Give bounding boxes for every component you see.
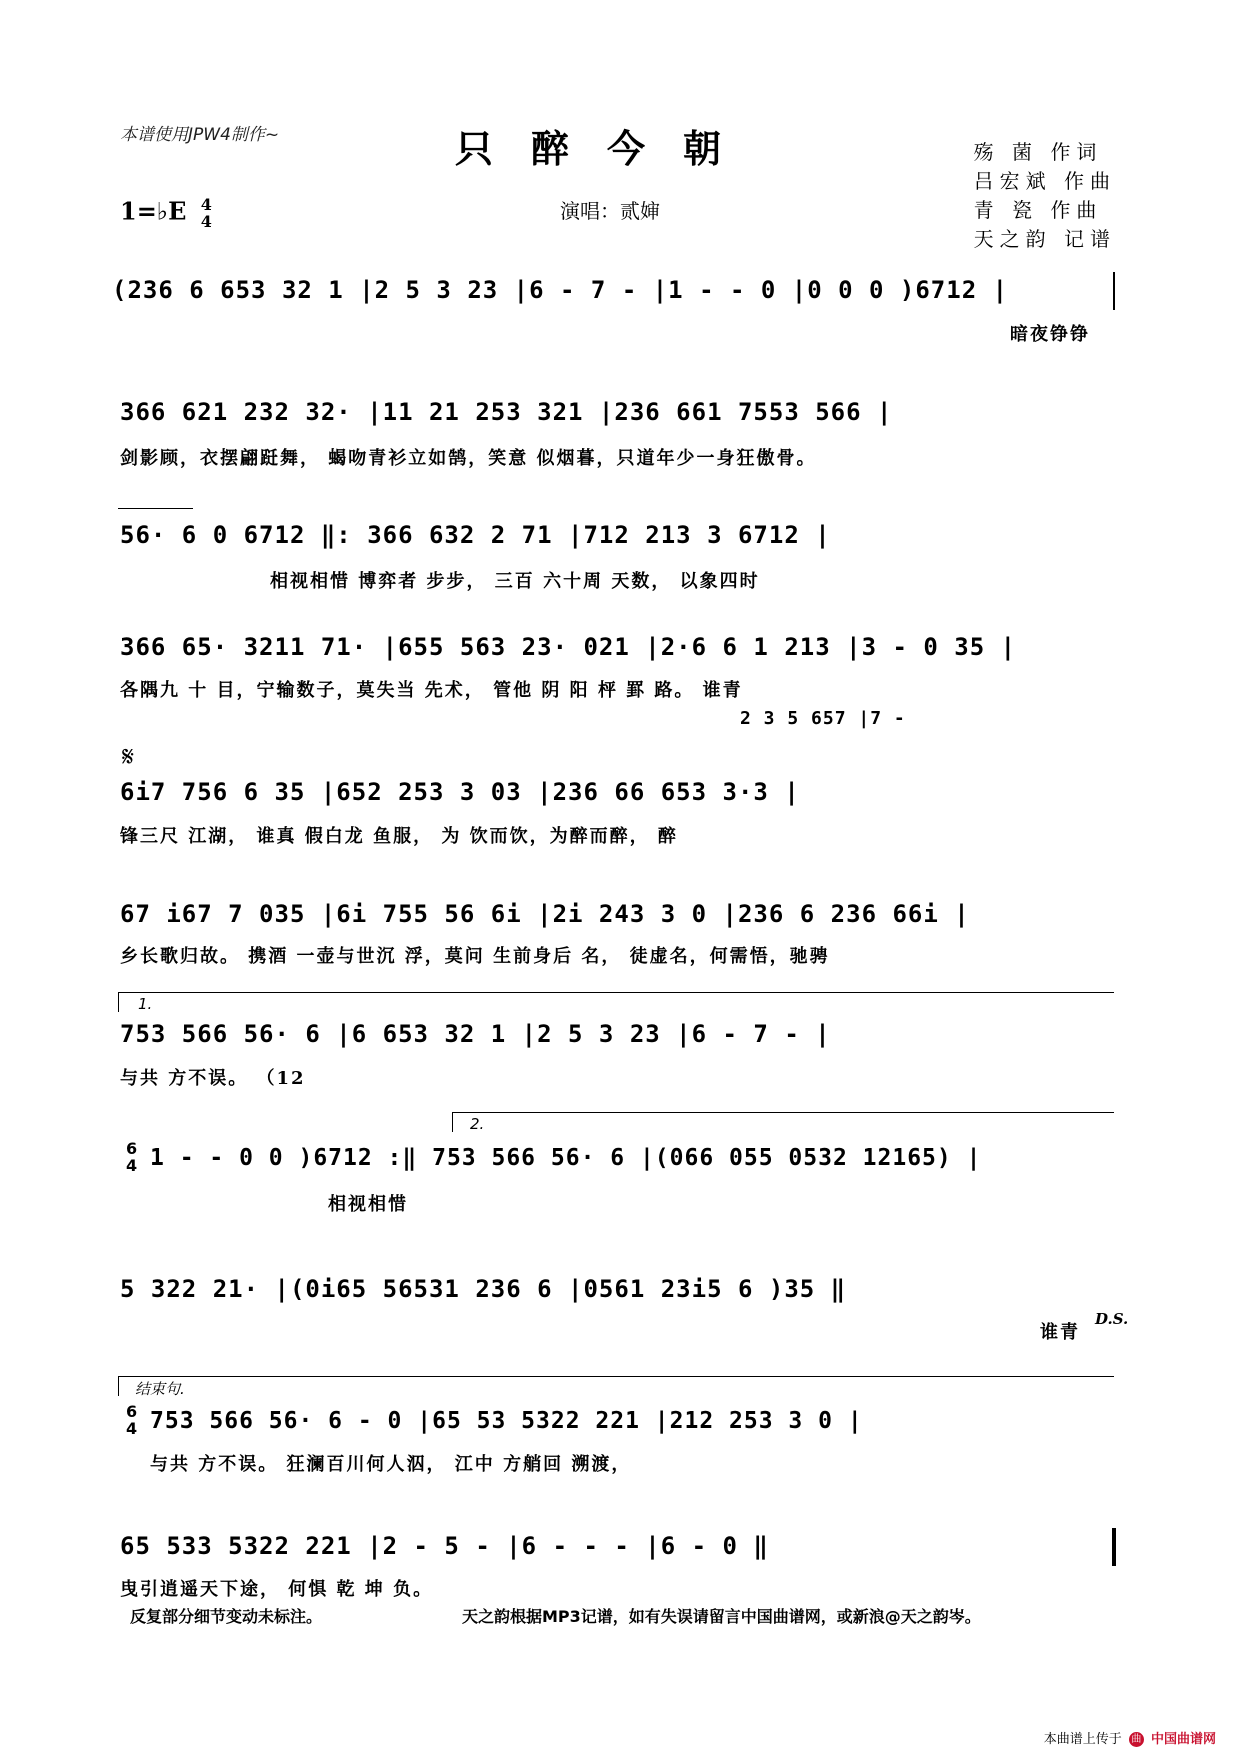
coda-time-signature bbox=[126, 1403, 137, 1437]
score-line-10: 753 566 56· 6 - 0 |65 53 5322 221 |212 253 3 0 | bbox=[150, 1408, 863, 1434]
key-signature bbox=[120, 196, 212, 230]
coda-bracket bbox=[118, 1376, 1114, 1377]
score-line-7: 753 566 56· 6 |6 653 32 1 |2 5 3 23 |6 - 7 - | bbox=[120, 1020, 831, 1048]
score-line-1: (236 6 653 32 1 |2 5 3 23 |6 - 7 - |1 - - 0 |0 0 0 )6712 | bbox=[112, 276, 1009, 304]
time-bottom: 4 bbox=[200, 212, 212, 231]
score-line-9: 5 322 21· |(0i65 56531 236 6 |0561 23i5 6 )35 ‖ bbox=[120, 1275, 847, 1303]
time-top: 4 bbox=[200, 195, 212, 214]
singer-label: 演唱：贰婶 bbox=[560, 199, 660, 223]
time-signature bbox=[201, 196, 212, 230]
lyric-line-5: 锋三尺 江湖， 谁真 假白龙 鱼服， 为 饮而饮，为醉而醉， 醉 bbox=[120, 826, 678, 847]
site-name[interactable]: 中国曲谱网 bbox=[1150, 1732, 1216, 1747]
lyric-line-11: 曳引逍遥天下途， 何惧 乾 坤 负。 bbox=[120, 1579, 434, 1600]
site-logo-icon: 曲 bbox=[1129, 1732, 1144, 1747]
time-bottom: 4 bbox=[126, 1156, 138, 1175]
lyric-line-2: 剑影顾，衣摆翩跹舞， 蝎吻青衫立如鹄，笑意 似烟暮，只道年少一身狂傲骨。 bbox=[120, 448, 817, 469]
key-text: 1=♭E bbox=[120, 196, 187, 226]
time-top: 6 bbox=[126, 1402, 138, 1421]
author-line: 殇 菌 作词 bbox=[973, 140, 1103, 164]
author-line: 吕宏斌 作曲 bbox=[973, 169, 1116, 193]
score-line-8: 1 - - 0 0 )6712 :‖ 753 566 56· 6 |(066 055 0532 12165) | bbox=[150, 1145, 982, 1171]
page-title: 只醉今朝 bbox=[455, 126, 760, 171]
author-line: 青 瓷 作曲 bbox=[973, 198, 1103, 222]
lyric-line-3: 相视相惜 博弈者 步步， 三百 六十周 天数， 以象四时 bbox=[270, 571, 760, 592]
credit-note: 本谱使用JPW4制作~ bbox=[120, 125, 280, 145]
time-signature-6-4 bbox=[126, 1140, 137, 1174]
slur bbox=[118, 508, 193, 509]
author-line: 天之韵 记谱 bbox=[973, 227, 1116, 251]
ending-2-bracket bbox=[452, 1112, 1114, 1113]
ending-1-label: 1. bbox=[138, 995, 153, 1013]
score-line-4: 366 65· 3211 71· |655 563 23· 021 |2·6 6 1 213 |3 - 0 35 | bbox=[120, 633, 1017, 661]
harmony-line: 2 3 5 657 |7 - bbox=[740, 708, 906, 729]
upload-tag bbox=[1044, 1728, 1216, 1747]
coda-label: 结束句. bbox=[135, 1380, 185, 1398]
score-line-5: 6i7 756 6 35 |652 253 3 03 |236 66 653 3·3 | bbox=[120, 778, 800, 806]
lyric-line-9: 谁青 bbox=[1040, 1322, 1080, 1343]
coda-bracket-left bbox=[118, 1376, 119, 1396]
score-line-6: 67 i67 7 035 |6i 755 56 6i |2i 243 3 0 |236 6 236 66i | bbox=[120, 900, 970, 928]
author-credits bbox=[974, 138, 1116, 254]
ending-1-bracket-left bbox=[118, 992, 119, 1012]
lyric-line-1: 暗夜铮铮 bbox=[1010, 324, 1090, 345]
lyric-line-4: 各隅九 十 目，宁输数子，莫失当 先术， 管他 阴 阳 枰 罫 路。 谁青 bbox=[120, 680, 743, 701]
ds-marking: D.S. bbox=[1095, 1310, 1129, 1328]
final-barline bbox=[1112, 1528, 1116, 1566]
lyric-line-8: 相视相惜 bbox=[328, 1194, 408, 1215]
lyric-line-6: 乡长歌归故。 携酒 一壶与世沉 浮，莫问 生前身后 名， 徒虚名，何需悟，驰骋 bbox=[120, 946, 830, 967]
footer-note-left: 反复部分细节变动未标注。 bbox=[130, 1607, 323, 1626]
lyric-line-10: 与共 方不误。 狂澜百川何人泅， 江中 方艄回 溯渡， bbox=[150, 1454, 632, 1475]
footer-note-right: 天之韵根据MP3记谱，如有失误请留言中国曲谱网，或新浪@天之韵岑。 bbox=[462, 1607, 981, 1626]
ending-2-label: 2. bbox=[470, 1115, 485, 1133]
segno-sign: 𝄋 bbox=[122, 740, 135, 773]
ending-1-bracket bbox=[118, 992, 1114, 993]
time-bottom: 4 bbox=[126, 1419, 138, 1438]
score-line-11: 65 533 5322 221 |2 - 5 - |6 - - - |6 - 0 ‖ bbox=[120, 1532, 769, 1560]
upload-text: 本曲谱上传于 bbox=[1043, 1732, 1122, 1747]
time-top: 6 bbox=[126, 1139, 138, 1158]
ending-2-bracket-left bbox=[452, 1112, 453, 1132]
lyric-line-7: 与共 方不误。 （12 bbox=[120, 1068, 306, 1089]
score-line-3: 56· 6 0 6712 ‖: 366 632 2 71 |712 213 3 6712 | bbox=[120, 521, 831, 549]
score-line-2: 366 621 232 32· |11 21 253 321 |236 661 7553 566 | bbox=[120, 398, 893, 426]
barline bbox=[1113, 272, 1115, 310]
